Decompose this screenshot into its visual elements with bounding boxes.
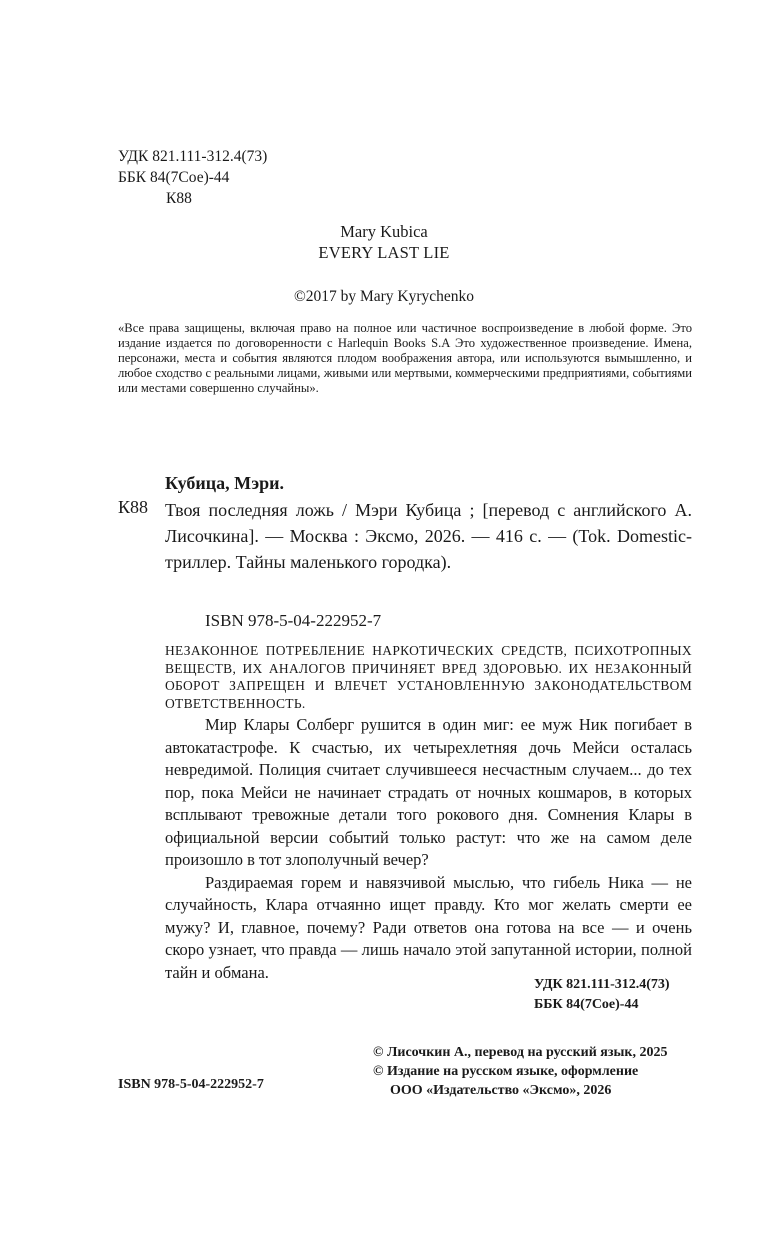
footer-bbk: ББК 84(7Сое)-44 bbox=[534, 997, 639, 1012]
annotation-paragraph: Мир Клары Солберг рушится в один миг: ее муж Ник погибает в автокатастрофе. К счастью, их четырехлетняя дочь Мейси осталась невредимой. Полиция считает случившееся несчастным случаем... до тех пор, пока Мейси не начинает страдать от ночных кошмаров, в которых всплывают тревожные детали того рокового дня. Сомнения Клары в официальной версии событий только растут: что же на самом деле произошло в тот злополучный вечер? bbox=[165, 715, 692, 869]
drug-warning: НЕЗАКОННОЕ ПОТРЕБЛЕНИЕ НАРКОТИЧЕСКИХ СРЕДСТВ, ПСИХОТРОПНЫХ ВЕЩЕСТВ, ИХ АНАЛОГОВ ПРИЧИНЯЕТ ВРЕД ЗДОРОВЬЮ. ИХ НЕЗАКОННЫЙ ОБОРОТ ЗАПРЕЩЕН И ВЛЕЧЕТ УСТАНОВЛЕННУЮ ЗАКОНОДАТЕЛЬСТВОМ ОТВЕТСТВЕННОСТЬ. bbox=[165, 643, 692, 711]
bbk-code: ББК 84(7Сое)-44 bbox=[118, 169, 230, 186]
rights-notice bbox=[118, 321, 692, 396]
classification-block bbox=[118, 146, 267, 209]
footer-udk: УДК 821.111-312.4(73) bbox=[534, 977, 670, 992]
footer-isbn: ISBN 978-5-04-222952-7 bbox=[118, 1077, 264, 1092]
footer-copyrights bbox=[373, 1043, 668, 1100]
footer-classification bbox=[534, 975, 670, 1015]
annotation-paragraph: Раздираемая горем и навязчивой мыслью, что гибель Ника — не случайность, Клара отчаянно ищет правду. Кто мог желать смерти ее мужу? И, главное, почему? Ради ответов она готова на все — и очень скоро узнает, что правда — лишь начало этой запутанной истории, полной тайн и обмана. bbox=[165, 872, 692, 982]
copyright-edition: © Издание на русском языке, оформление bbox=[373, 1064, 639, 1079]
record-description: Твоя последняя ложь / Мэри Кубица ; [перевод с английского А. Лисочкина]. — Москва : Эксмо, 2026. — 416 с. — (Tok. Domestic-триллер. Тайны маленького городка). bbox=[165, 500, 692, 572]
annotation bbox=[165, 714, 692, 984]
original-title: EVERY LAST LIE bbox=[318, 243, 450, 262]
author-sign: К88 bbox=[166, 190, 192, 207]
original-copyright: ©2017 by Mary Kyrychenko bbox=[293, 288, 475, 305]
udk-code: УДК 821.111-312.4(73) bbox=[118, 148, 268, 165]
record-heading: Кубица, Мэри. bbox=[165, 473, 284, 493]
original-author: Mary Kubica bbox=[340, 222, 428, 241]
copyright-publisher: ООО «Издательство «Эксмо», 2026 bbox=[390, 1083, 612, 1098]
record-mark: К88 bbox=[118, 497, 149, 517]
rights-notice-text: «Все права защищены, включая право на полное или частичное воспроизведение в любой форме. Это издание издается по договоренности с Harlequin Books S.A Это художественное произведение. Имена, персонажи, места и события являются плодом воображения автора, или используются вымышленно, и любое сходство с реальными лицами, живыми или мертвыми, коммерческими предприятиями, событиями или местами совершенно случайны». bbox=[118, 321, 692, 395]
record-isbn: ISBN 978-5-04-222952-7 bbox=[205, 611, 382, 630]
copyright-translation: © Лисочкин А., перевод на русский язык, 2025 bbox=[373, 1045, 668, 1060]
